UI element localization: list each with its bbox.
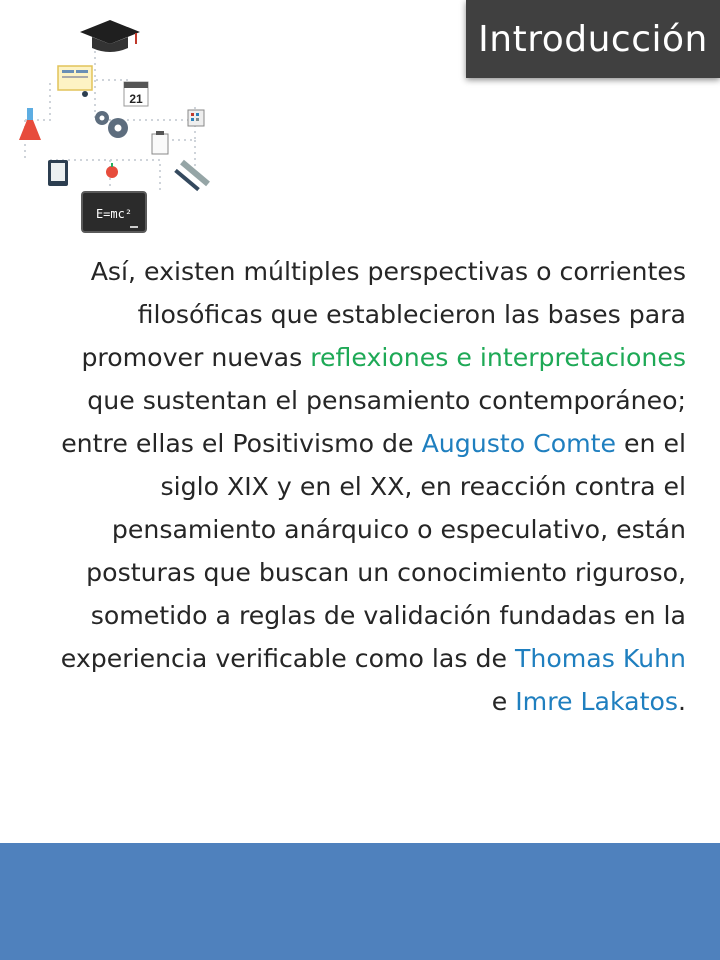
calendar-icon <box>124 82 148 106</box>
paragraph-text: que sustentan el pensamiento contemporáneo; entre ellas el Positivismo de <box>61 386 686 458</box>
calendar-day: 21 <box>129 92 143 106</box>
intro-paragraph <box>60 250 686 723</box>
education-illustration <box>10 10 240 240</box>
graduation-cap-icon <box>80 20 140 52</box>
highlight-reflexiones: reflexiones e interpretaciones <box>310 343 686 372</box>
flask-icon <box>19 108 41 140</box>
highlight-thomas-kuhn: Thomas Kuhn <box>514 644 686 673</box>
section-title: Introducción <box>478 18 708 60</box>
clipboard-icon <box>152 131 168 154</box>
section-title-box <box>466 0 720 78</box>
certificate-icon <box>58 66 92 97</box>
ruler-pencil-icon <box>174 160 210 191</box>
footer-band <box>0 843 720 960</box>
paragraph-text: e <box>491 687 516 716</box>
highlight-imre-lakatos: Imre Lakatos <box>515 687 678 716</box>
chalkboard-formula: E=mc² <box>95 207 133 221</box>
gears-icon <box>95 111 128 138</box>
chalkboard-icon <box>82 192 146 232</box>
paragraph-text: . <box>677 687 686 716</box>
tablet-icon <box>48 160 68 186</box>
calculator-icon <box>188 110 204 126</box>
apple-icon <box>106 163 118 178</box>
highlight-augusto-comte: Augusto Comte <box>421 429 617 458</box>
paragraph-text: Así, existen múltiples perspectivas o corrientes filosóficas que establecieron las bases para promover nuevas <box>81 257 686 372</box>
paragraph-text: en el siglo XIX y en el XX, en reacción contra el pensamiento anárquico o especulativo, están posturas que buscan un conocimiento riguroso, sometido a reglas de validación fundadas en la experiencia verificable como las de <box>60 429 686 673</box>
